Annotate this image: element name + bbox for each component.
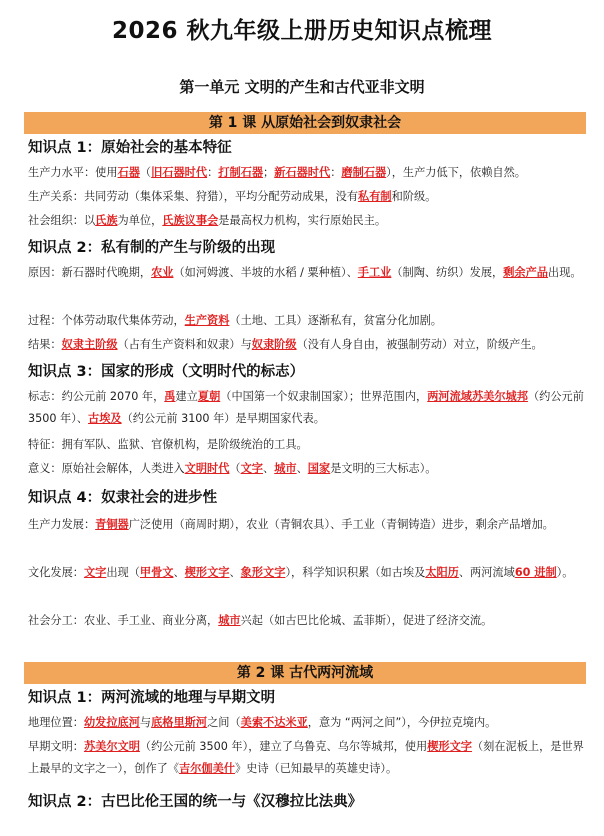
l2kp1-geo: 地理位置：幼发拉底河与底格里斯河之间（美索不达米亚，意为 “两河之间”），今伊拉克境内。 [28, 716, 497, 729]
kp2-cause: 原因：新石器时代晚期，农业（如河姆渡、半坡的水稻 / 粟种植）、手工业（制陶、纺织）发展，剩余产品出现。 [28, 266, 582, 279]
kp1-productivity: 生产力水平：使用石器（旧石器时代：打制石器；新石器时代：磨制石器），生产力低下，依赖自然。 [28, 166, 526, 179]
kp4-productivity: 生产力发展：青铜器广泛使用（商周时期），农业（青铜农具）、手工业（青铜铸造）进步，剩余产品增加。 [28, 518, 554, 531]
kp4-culture: 文化发展：文字出现（甲骨文、楔形文字、象形文字），科学知识积累（如古埃及太阳历、两河流域60 进制）。 [28, 566, 574, 579]
lesson1-kp3-heading: 知识点 3：国家的形成（文明时代的标志） [28, 364, 305, 380]
lesson2-kp1-heading: 知识点 1：两河流域的地理与早期文明 [28, 690, 276, 706]
lesson-1-bar: 第 1 课 从原始社会到奴隶社会 [24, 112, 586, 134]
kp4-division: 社会分工：农业、手工业、商业分离，城市兴起（如古巴比伦城、孟菲斯），促进了经济交流。 [28, 614, 493, 627]
lesson1-kp4-heading: 知识点 4：奴隶社会的进步性 [28, 490, 218, 506]
lesson1-kp1-heading: 知识点 1：原始社会的基本特征 [28, 140, 232, 156]
kp3-meaning: 意义：原始社会解体，人类进入文明时代（文字、城市、国家是文明的三大标志）。 [28, 462, 437, 475]
kp1-relations: 生产关系：共同劳动（集体采集、狩猎），平均分配劳动成果，没有私有制和阶级。 [28, 190, 437, 203]
kp3-feature: 特征：拥有军队、监狱、官僚机构，是阶级统治的工具。 [28, 438, 308, 451]
unit-title: 第一单元 文明的产生和古代亚非文明 [179, 78, 425, 96]
lesson1-kp2-heading: 知识点 2：私有制的产生与阶级的出现 [28, 240, 276, 256]
l2kp1-early: 早期文明：苏美尔文明（约公元前 3500 年），建立了乌鲁克、乌尔等城邦，使用楔形文字（刻在泥板上，是世界上最早的文字之一），创作了《吉尔伽美什》史诗（已知最早的英雄史诗）。 [28, 740, 584, 775]
document-title: 2026 秋九年级上册历史知识点梳理 [111, 18, 493, 44]
lesson2-kp2-heading: 知识点 2：古巴比伦王国的统一与《汉穆拉比法典》 [28, 794, 363, 810]
kp1-organization: 社会组织：以氏族为单位，氏族议事会是最高权力机构，实行原始民主。 [28, 214, 387, 227]
kp2-result: 结果：奴隶主阶级（占有生产资料和奴隶）与奴隶阶级（没有人身自由，被强制劳动）对立，阶级产生。 [28, 338, 543, 351]
kp3-sign: 标志：约公元前 2070 年，禹建立夏朝（中国第一个奴隶制国家）；世界范围内，两河流域苏美尔城邦（约公元前 3500 年）、古埃及（约公元前 3100 年）是早期国家代表。 [28, 390, 584, 425]
kp2-process: 过程：个体劳动取代集体劳动，生产资料（土地、工具）逐渐私有，贫富分化加剧。 [28, 314, 442, 327]
lesson-2-bar: 第 2 课 古代两河流域 [24, 662, 586, 684]
